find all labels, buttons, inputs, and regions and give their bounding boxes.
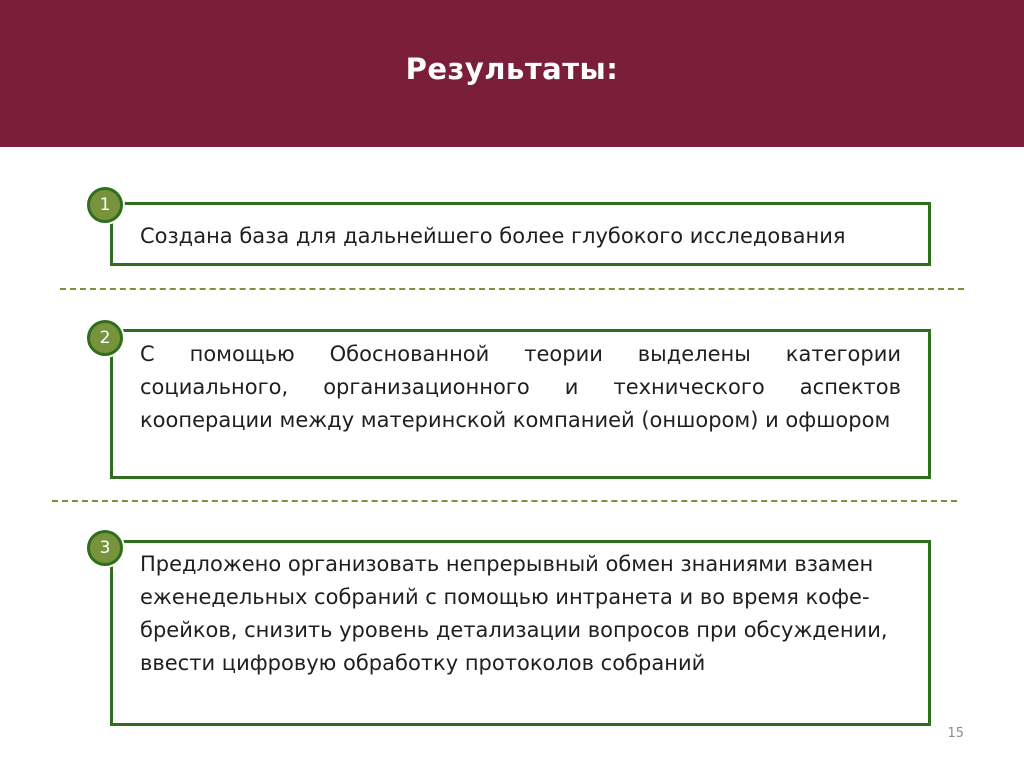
dashed-divider-2 — [52, 500, 957, 502]
result-box-3 — [110, 540, 931, 726]
result-number-badge-1: 1 — [87, 187, 123, 223]
result-number-badge-2: 2 — [87, 320, 123, 356]
result-box-2 — [110, 329, 931, 479]
slide-title: Результаты: — [405, 52, 619, 86]
result-box-1 — [110, 202, 931, 266]
dashed-divider-1 — [60, 288, 964, 290]
result-text-2: С помощью Обоснованной теории выделены категории социального, организационного и технического аспектов кооперации между материнской компанией (оншором) и офшором — [140, 342, 901, 432]
result-number-badge-3: 3 — [87, 530, 123, 566]
result-text-3: Предложено организовать непрерывный обмен знаниями взамен еженедельных собраний с помощью интранета и во время кофе-брейков, снизить уровень детализации вопросов при обсуждении, ввести цифровую обработку протоколов собраний — [140, 552, 888, 675]
result-text-1: Создана база для дальнейшего более глубокого исследования — [140, 224, 846, 248]
page-number: 15 — [947, 726, 964, 741]
